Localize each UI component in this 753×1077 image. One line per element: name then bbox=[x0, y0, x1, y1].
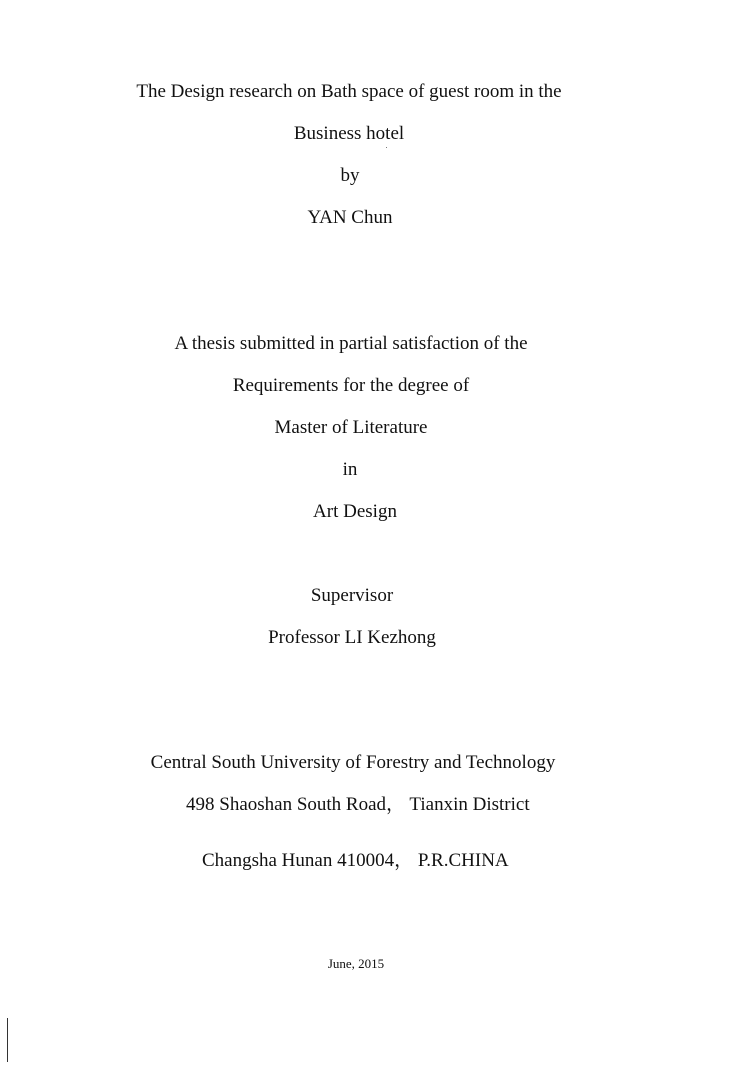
institution-address-1: 498 Shaoshan South Road， Tianxin District bbox=[186, 794, 530, 815]
by-label: by bbox=[340, 165, 360, 186]
degree-line-2: Requirements for the degree of bbox=[232, 375, 470, 396]
author-name: YAN Chun bbox=[307, 207, 393, 228]
degree-line-5: Art Design bbox=[313, 501, 397, 522]
title-line-1: The Design research on Bath space of guest room in the bbox=[136, 81, 562, 102]
date: June, 2015 bbox=[327, 956, 385, 971]
institution-name: Central South University of Forestry and Technology bbox=[150, 752, 556, 773]
scan-edge-mark bbox=[7, 1018, 8, 1062]
supervisor-name: Professor LI Kezhong bbox=[268, 627, 436, 648]
degree-line-3: Master of Literature bbox=[274, 417, 428, 438]
degree-line-4: in bbox=[342, 459, 358, 480]
title-line-2: Business hotel bbox=[293, 123, 405, 144]
degree-line-1: A thesis submitted in partial satisfaction of the bbox=[174, 333, 528, 354]
supervisor-label: Supervisor bbox=[310, 585, 394, 606]
institution-address-2: Changsha Hunan 410004， P.R.CHINA bbox=[202, 850, 509, 871]
scan-speck bbox=[386, 147, 387, 148]
